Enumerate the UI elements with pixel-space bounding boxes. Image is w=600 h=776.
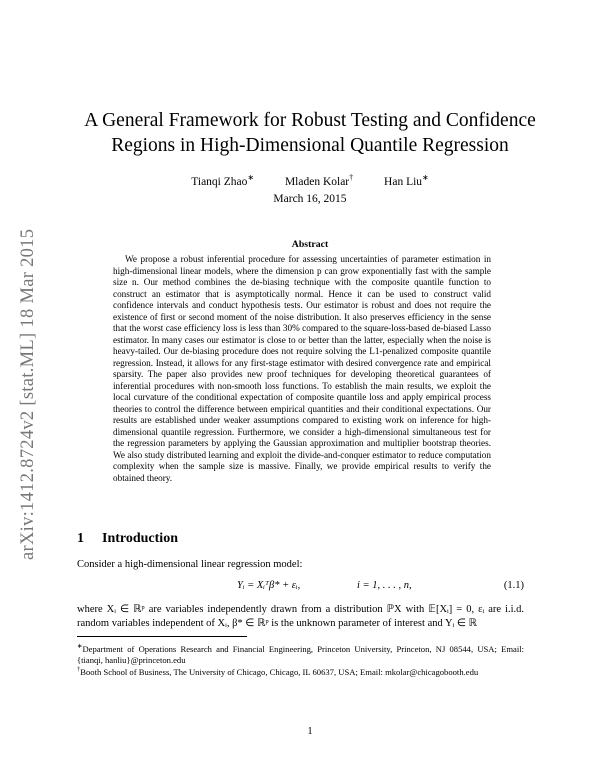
section-title: Introduction: [102, 531, 178, 546]
arxiv-identifier-sidebar: [18, 90, 40, 570]
footnote: †Booth School of Business, The University of Chicago, Chicago, IL 60637, USA; Email: mkolar@chicagobooth.edu: [77, 666, 479, 677]
author: Mladen Kolar†: [284, 173, 354, 188]
footnote-divider: [77, 636, 247, 637]
author: Tianqi Zhao∗: [191, 173, 255, 188]
paper-date: March 16, 2015: [273, 193, 347, 205]
equation-label: (1.1): [503, 580, 524, 591]
abstract-body: We propose a robust inferential procedure for assessing uncertainties of parameter estimation in high-dimensional linear models, where the dimension p can grow exponentially fast with the sample size n. Our method combines the de-biasing technique with the composite quantile function to construct an estimator that is asymptotically normal. Hence it can be used to construct valid confidence intervals and conduct hypothesis tests. Our estimator is robust and does not require the existence of first or second moment of the noise distribution. It also preserves efficiency in the sense that the worst case efficiency loss is less than 30% compared to the square-loss-based de-biased Lasso estimator. In many cases our estimator is close to or better than the latter, especially when the noise is heavy-tailed. Our de-biasing procedure does not require solving the L1-penalized composite quantile regression. Instead, it allows for any first-stage estimator with desired convergence rate and empirical sparsity. The paper also provides new proof techniques for developing theoretical guarantees of inferential procedures with non-smooth loss functions. To establish the main results, we exploit the local curvature of the conditional expectation of composite quantile loss and apply empirical process theories to control the difference between empirical quantities and their conditional expectations. Our results are established under weaker assumptions compared to existing work on inference for high-dimensional quantile regression. Furthermore, we consider a high-dimensional simultaneous test for the regression parameters by applying the Gaussian approximation and multiplier bootstrap theories. We also study distributed learning and exploit the divide-and-conquer estimator to reduce computation complexity when the sample size is massive. Finally, we provide empirical results to verify the obtained theory.: [113, 254, 491, 483]
intro-sentence: Consider a high-dimensional linear regression model:: [77, 559, 303, 570]
author-list: [50, 173, 570, 188]
footnote: ∗Department of Operations Research and Financial Engineering, Princeton University, Princeton, NJ 08544, USA; Email: {tianqi, hanliu}@princeton.edu: [77, 643, 524, 665]
section-heading: [77, 531, 178, 547]
equation-formula: Yᵢ = Xᵢᵀβ* + εᵢ,: [237, 580, 301, 591]
equation-range: i = 1, . . . , n,: [357, 580, 412, 591]
section-number: 1: [77, 531, 84, 546]
equation-1-1: [77, 580, 524, 596]
body-paragraph: where Xᵢ ∈ ℝᵖ are variables independently drawn from a distribution ℙX with 𝔼[Xᵢ] = 0, εᵢ are i.i.d. random variables independent of Xᵢ, β* ∈ ℝᵖ is the unknown parameter of interest and Yᵢ ∈ ℝ: [77, 604, 524, 629]
abstract-heading: Abstract: [291, 239, 329, 250]
paper-title: A General Framework for Robust Testing and Confidence Regions in High-Dimensional Quantile Regression: [84, 110, 536, 156]
author: Han Liu∗: [384, 173, 429, 188]
page-number: 1: [307, 726, 313, 737]
arxiv-id-text: arXiv:1412.8724v2 [stat.ML] 18 Mar 2015: [18, 228, 38, 560]
